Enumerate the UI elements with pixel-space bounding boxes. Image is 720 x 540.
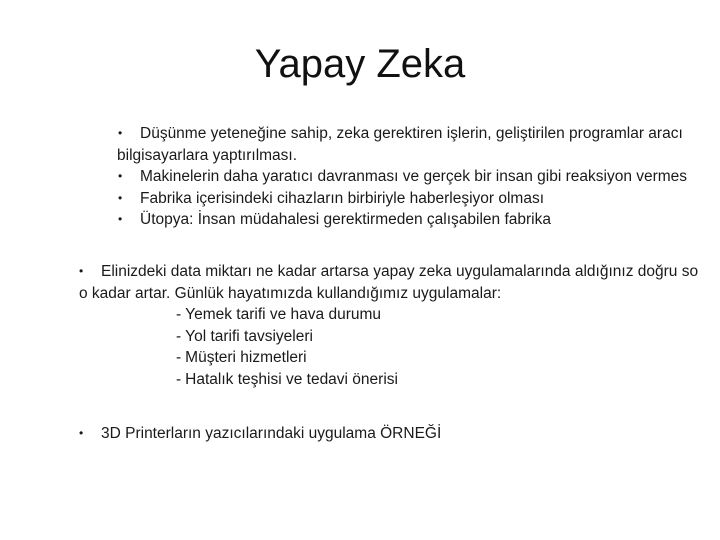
dash-marker: -	[176, 306, 182, 323]
list-item	[118, 209, 687, 231]
list-item	[118, 123, 687, 145]
sub-list-item	[79, 347, 698, 369]
bullet-icon: •	[118, 212, 123, 226]
bullet-list-example	[79, 423, 441, 445]
sub-list-item-text: Hatalık teşhisi ve tedavi önerisi	[185, 370, 398, 388]
sub-list-item-text: Yemek tarifi ve hava durumu	[185, 306, 382, 323]
bullet-icon: •	[118, 190, 123, 205]
sub-list-item-text: Yol tarifi tavsiyeleri	[185, 327, 313, 345]
bullet-icon: •	[79, 264, 84, 278]
bullet-icon: •	[118, 126, 123, 140]
list-item-text: o kadar artar. Günlük hayatımızda kullandığımız uygulamalar:	[79, 284, 502, 302]
bullet-list-applications	[79, 261, 698, 390]
slide-title: Yapay Zeka	[254, 42, 466, 86]
list-item-text: bilgisayarlara yaptırılması.	[117, 146, 298, 164]
dash-marker: -	[176, 370, 182, 388]
list-item-text: Makinelerin daha yaratıcı davranması ve gerçek bir insan gibi reaksiyon vermes	[140, 168, 688, 185]
list-item-text: Ütopya: İnsan müdahalesi gerektirmeden çalışabilen fabrika	[140, 211, 551, 228]
sub-list-item	[79, 326, 698, 348]
list-item-continuation	[117, 145, 687, 167]
list-item	[118, 166, 687, 188]
list-item	[79, 261, 698, 283]
bullet-icon: •	[118, 169, 123, 183]
list-item-continuation	[79, 283, 698, 305]
dash-marker: -	[176, 349, 182, 366]
list-item-text: Düşünme yeteneğine sahip, zeka gerektiren işlerin, geliştirilen programlar aracı	[140, 125, 683, 142]
sub-list-item	[79, 304, 698, 326]
list-item	[79, 423, 441, 445]
list-item-text: Fabrika içerisindeki cihazların birbiriyle haberleşiyor olması	[140, 189, 545, 207]
sub-list-item-text: Müşteri hizmetleri	[185, 349, 307, 366]
list-item-text: 3D Printerların yazıcılarındaki uygulama ÖRNEĞİ	[101, 425, 442, 442]
sub-list-item	[79, 369, 698, 391]
bullet-list-definitions	[118, 123, 687, 231]
list-item-text: Elinizdeki data miktarı ne kadar artarsa yapay zeka uygulamalarında aldığınız doğru so	[101, 263, 699, 280]
bullet-icon: •	[79, 426, 84, 440]
list-item	[118, 188, 687, 210]
dash-marker: -	[176, 327, 182, 345]
